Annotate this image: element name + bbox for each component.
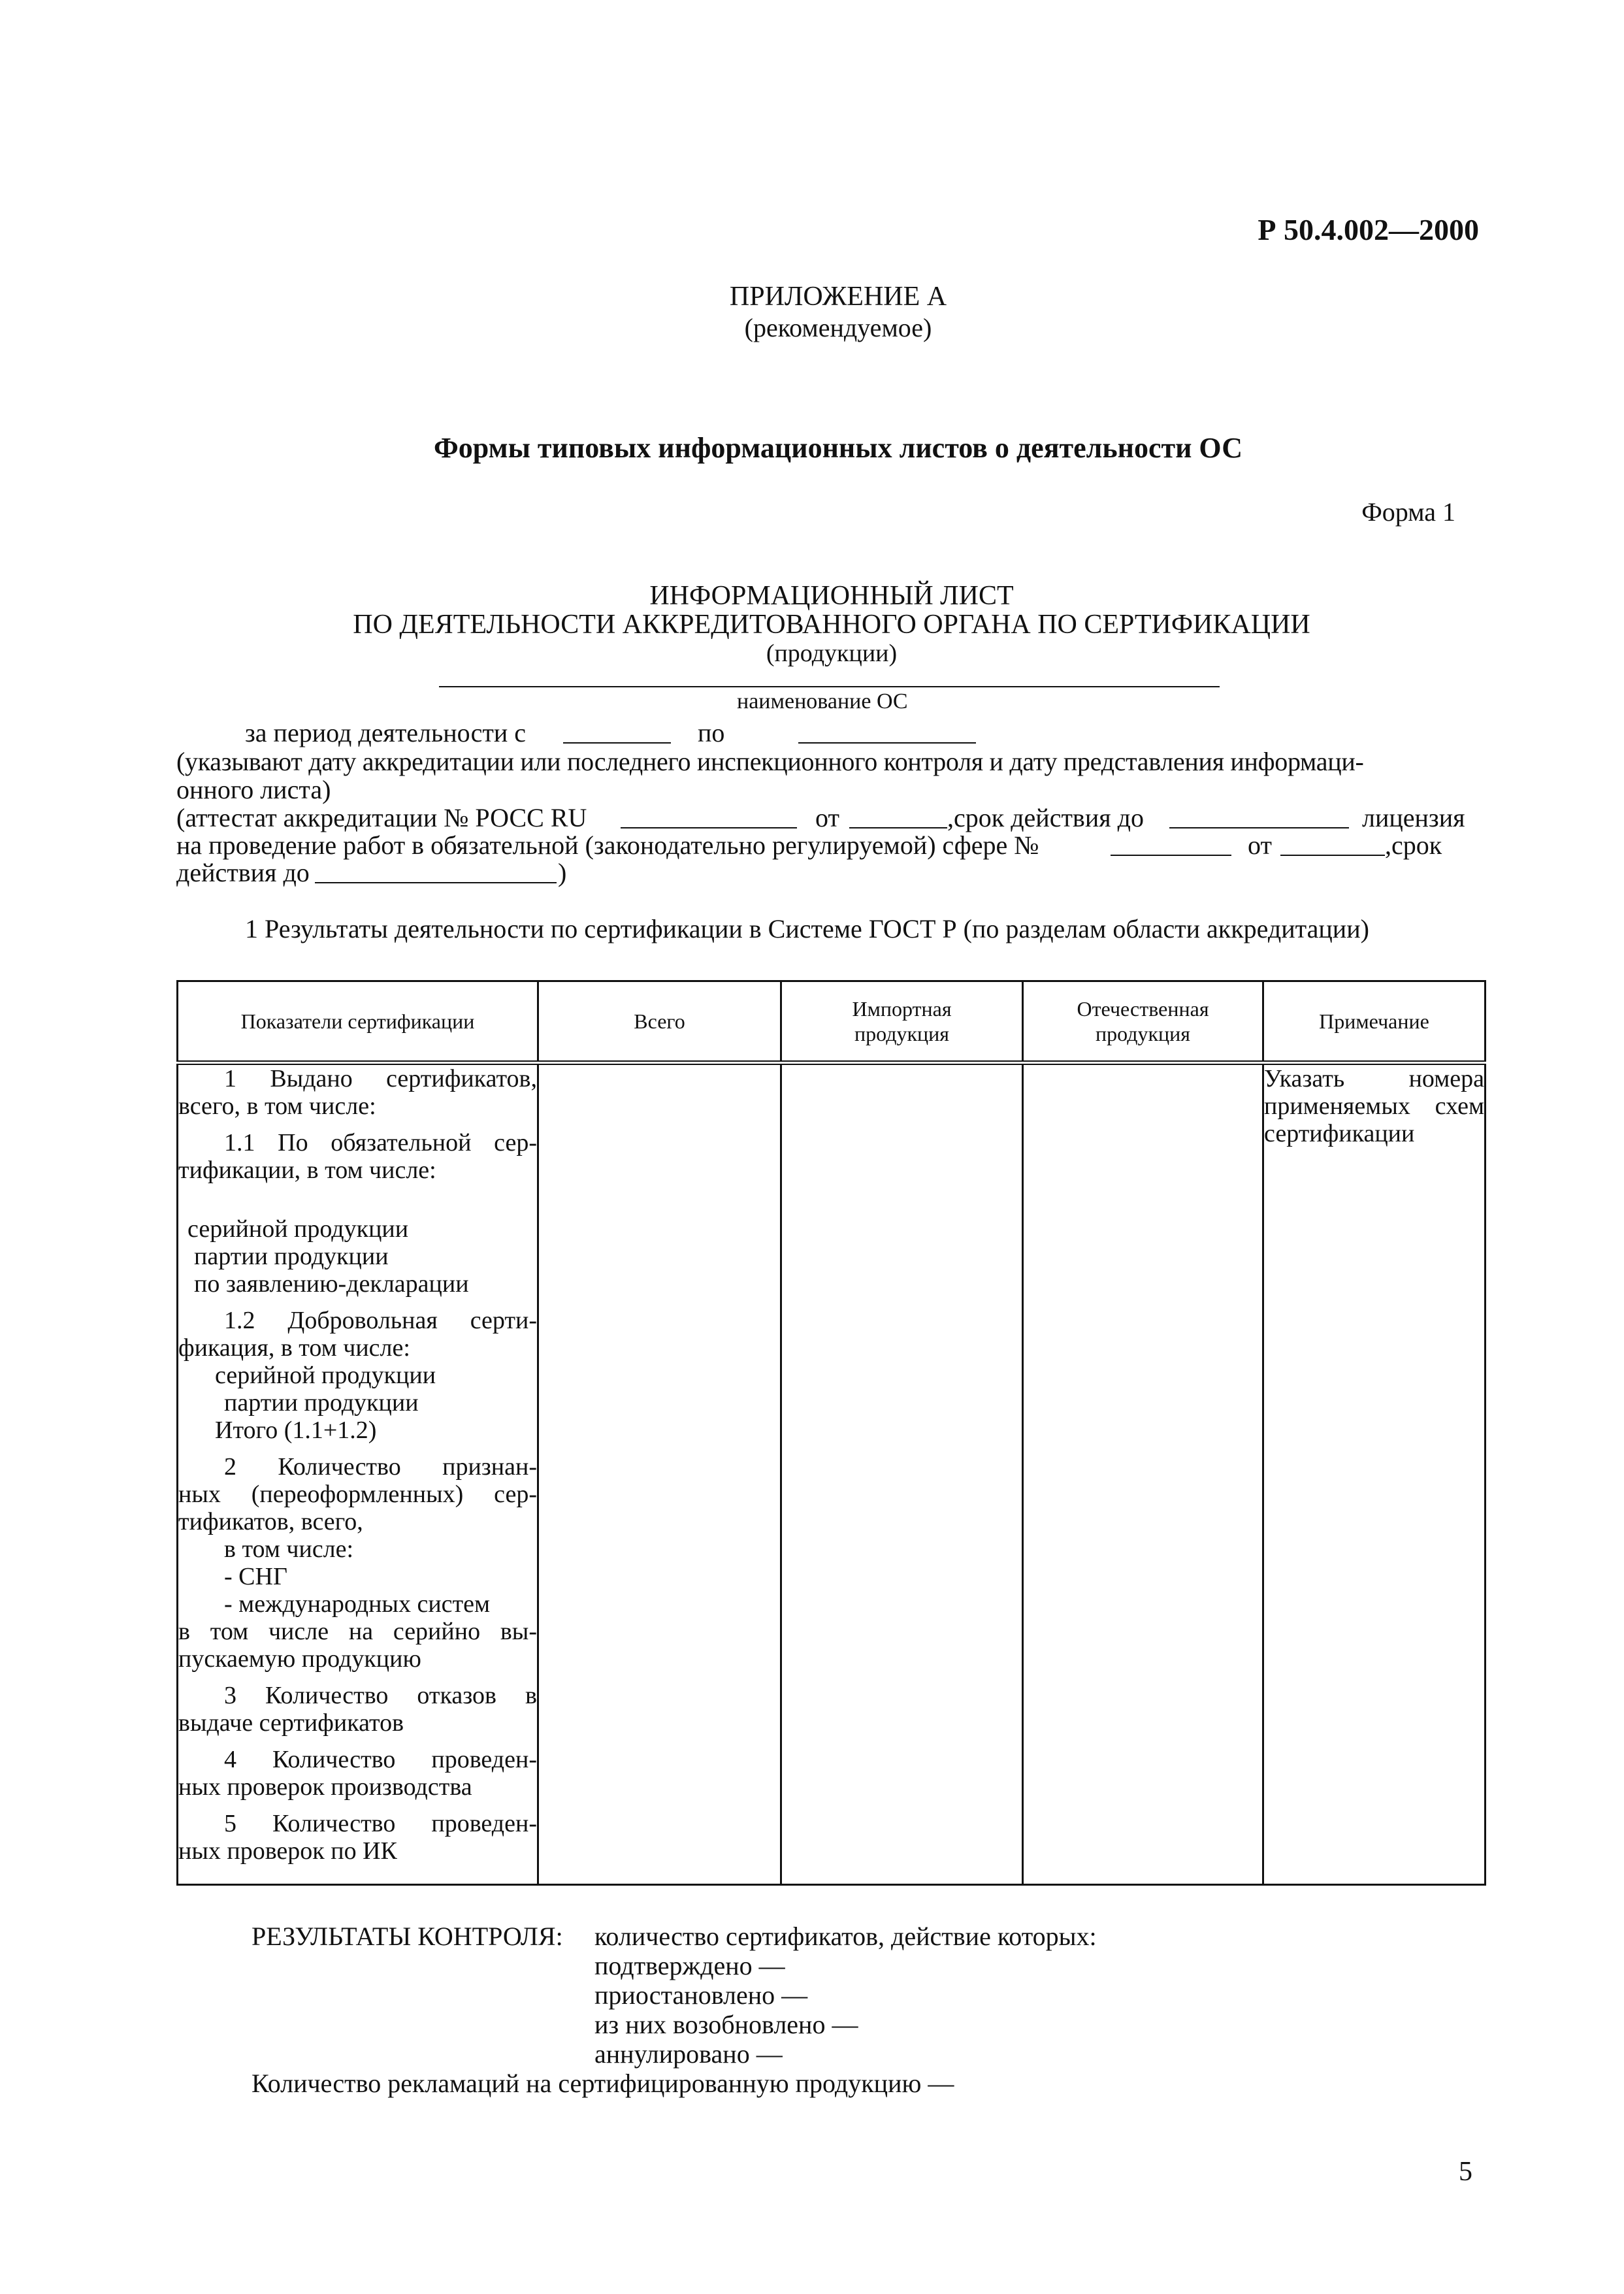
row-4-line-b: ных проверок производства: [178, 1773, 472, 1801]
note-cell: [1263, 1063, 1486, 1885]
row-2-line-b: ных (переоформленных) сер-: [178, 1481, 537, 1508]
control-resumed: из них возобновлено —: [594, 2010, 858, 2039]
control-confirmed: подтверждено —: [594, 1951, 785, 1980]
row-1-2-total: Итого (1.1+1.2): [215, 1417, 377, 1444]
sheet-title-line1: ИНФОРМАЦИОННЫЙ ЛИСТ: [649, 581, 1014, 611]
indicators-cell: [178, 1063, 538, 1885]
attest-date-field: [849, 827, 947, 828]
license-valid-field: [315, 882, 557, 883]
period-note-line2: онного листа): [176, 775, 331, 804]
row-1-1-items: [178, 1215, 537, 1298]
control-claims: Количество рекламаций на сертифицированную продукцию —: [252, 2069, 954, 2098]
results-heading: 1 Результаты деятельности по сертификации в Системе ГОСТ Р (по разделам области аккредитации): [245, 914, 1369, 943]
row-2-line-d: в том числе:: [224, 1535, 354, 1563]
table-body-row: [178, 1063, 1486, 1885]
document-number: Р 50.4.002—2000: [1258, 213, 1479, 246]
total-cell[interactable]: [538, 1063, 781, 1885]
row-5-line-b: ных проверок по ИК: [178, 1837, 397, 1865]
control-suspended: приостановлено —: [594, 1980, 808, 2010]
row-2-line-c: тификатов, всего,: [178, 1508, 363, 1535]
period-from-field: [563, 742, 671, 744]
domestic-cell[interactable]: [1023, 1063, 1263, 1885]
license-line2-text: на проведение работ в обязательной (законодательно регулируемой) сфере №: [176, 830, 1039, 860]
row-2-line-e: - СНГ: [224, 1563, 287, 1590]
os-name-caption: наименование ОС: [737, 689, 908, 713]
row-2: [178, 1453, 537, 1673]
page-number: 5: [1459, 2157, 1472, 2187]
license-number-field: [1111, 855, 1231, 856]
period-to-label: по: [698, 718, 725, 747]
row-2-line-a: 2 Количество признан-: [224, 1453, 537, 1481]
row-5: [178, 1810, 537, 1865]
row-1-1-line-a: 1.1 По обязательной сер-: [224, 1129, 537, 1156]
appendix-subtitle: (рекомендуемое): [744, 313, 932, 342]
control-label: РЕЗУЛЬТАТЫ КОНТРОЛЯ:: [252, 1922, 563, 1951]
attest-label: (аттестат аккредитации № РОСС RU: [176, 803, 587, 832]
certification-table: [176, 980, 1486, 1886]
row-1-2-line-a: 1.2 Добровольная серти-: [224, 1307, 537, 1334]
row-2-line-f: - международных систем: [224, 1590, 491, 1618]
row-1-1-batch: партии продукции: [194, 1243, 389, 1270]
row-1: [178, 1065, 537, 1120]
row-2-line-h: пускаемую продукцию: [178, 1645, 421, 1673]
section-title: Формы типовых информационных листов о деятельности ОС: [434, 432, 1242, 464]
os-name-underline: [439, 686, 1220, 687]
header-import-label: Импортная продукция: [852, 997, 952, 1045]
attest-number-field: [621, 827, 797, 828]
sheet-title-line3: (продукции): [766, 640, 898, 667]
attest-valid-label: ,срок действия до: [947, 803, 1144, 832]
row-1-1-line-b: тификации, в том числе:: [178, 1156, 436, 1184]
row-1-1-serial: серийной продукции: [187, 1215, 409, 1243]
period-from-label: за период деятельности с: [245, 718, 527, 747]
attest-from-label: от: [815, 803, 839, 832]
control-intro: количество сертификатов, действие которых:: [594, 1922, 1097, 1951]
row-4: [178, 1746, 537, 1801]
row-1-2-serial: серийной продукции: [215, 1362, 436, 1389]
period-to-field: [798, 742, 976, 744]
row-5-line-a: 5 Количество проведен-: [224, 1810, 537, 1837]
row-3-line-b: выдаче сертификатов: [178, 1709, 404, 1737]
sheet-title-line2: ПО ДЕЯТЕЛЬНОСТИ АККРЕДИТОВАННОГО ОРГАНА ПО СЕРТИФИКАЦИИ: [353, 610, 1310, 640]
row-4-line-a: 4 Количество проведен-: [224, 1746, 537, 1773]
row-2-line-g: в том числе на серийно вы-: [178, 1618, 537, 1645]
license-term-label: ,срок: [1385, 830, 1442, 860]
header-note: Примечание: [1263, 981, 1486, 1063]
license-date-field: [1280, 855, 1385, 856]
row-1-2-line-b: фикация, в том числе:: [178, 1334, 410, 1362]
period-note-line1: (указывают дату аккредитации или последнего инспекционного контроля и дату представления информаци-: [176, 747, 1364, 776]
license-label: лицензия: [1362, 803, 1465, 832]
row-1-2-batch: партии продукции: [224, 1389, 419, 1417]
row-1-2: [178, 1307, 537, 1444]
header-indicators: Показатели сертификации: [178, 981, 538, 1063]
row-1-1: [178, 1129, 537, 1184]
control-cancelled: аннулировано —: [594, 2039, 783, 2069]
license-from-label: от: [1248, 830, 1272, 860]
row-3: [178, 1682, 537, 1737]
header-total: Всего: [538, 981, 781, 1063]
license-line3-text: действия до: [176, 858, 310, 887]
appendix-title: ПРИЛОЖЕНИЕ А: [729, 282, 947, 312]
import-cell[interactable]: [781, 1063, 1023, 1885]
row-3-line-a: 3 Количество отказов в: [224, 1682, 537, 1709]
attest-valid-field: [1169, 827, 1349, 828]
header-domestic-label: Отечественная продукция: [1077, 997, 1209, 1045]
header-domestic: [1023, 981, 1263, 1063]
header-import: [781, 981, 1023, 1063]
table-header-row: [178, 981, 1486, 1063]
row-1-line-b: всего, в том числе:: [178, 1092, 376, 1120]
row-1-1-declaration: по заявлению-декларации: [194, 1270, 469, 1298]
license-close-paren: ): [558, 858, 567, 887]
row-1-line-a: 1 Выдано сертификатов,: [224, 1065, 537, 1092]
note-text: Указать номера применяемых схем сертификации: [1264, 1065, 1484, 1147]
form-label: Форма 1: [1361, 497, 1455, 527]
